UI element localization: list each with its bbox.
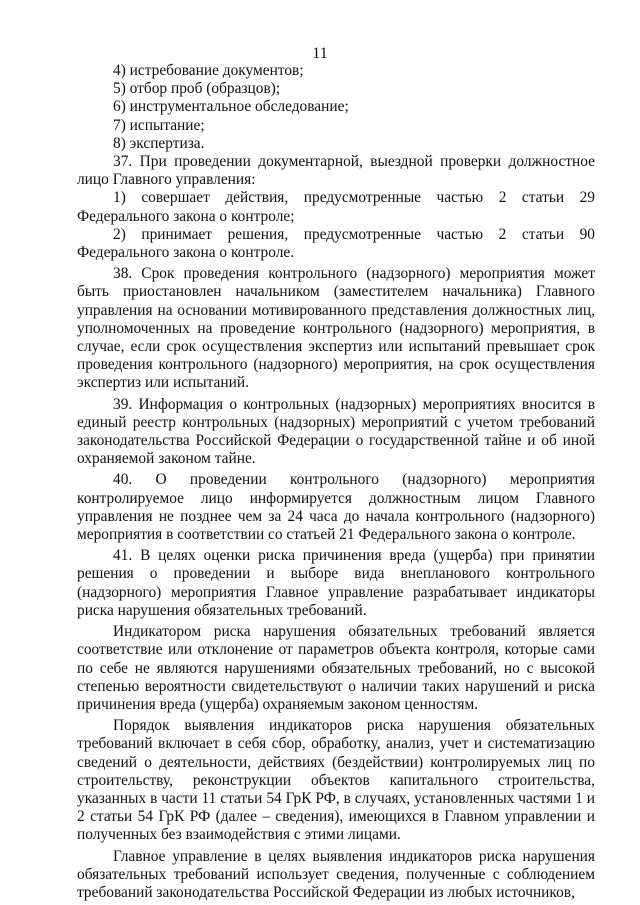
paragraph-information-sources: Главное управление в целях выявления индикаторов риска нарушения обязательных требований использует сведения, полученные с соблюдением требований законодательства Российской Федерации из любых источников, [77,847,595,901]
paragraph-41: 41. В целях оценки риска причинения вреда (ущерба) при принятии решения о проведении и выборе вида внепланового контрольного (надзорного) мероприятия Главное управление разрабатывает индикаторы риска нарушения обязательных требований. [77,547,595,619]
list-item: 6) инструментальное обследование; [113,98,349,116]
list-item: 7) испытание; [113,116,205,134]
list-item: 8) экспертиза. [113,134,205,152]
paragraph-38: 38. Срок проведения контрольного (надзорного) мероприятия может быть приостановлен начальником (заместителем начальника) Главного управления на основании мотивированного представления должностных лиц, уполномоченных на проведение контрольного (надзорного) мероприятия, в случае, если срок осуществления экспертиз или испытаний превышает срок проведения контрольного (надзорного) мероприятия, на срок осуществления экспертиз или испытаний. [77,265,595,392]
paragraph-37-item-1: 1) совершает действия, предусмотренные частью 2 статьи 29 Федерального закона о контроле; [77,189,595,225]
document-body [77,62,595,902]
page-number: 11 [312,45,328,62]
paragraph-37-item-2: 2) принимает решения, предусмотренные частью 2 статьи 90 Федерального закона о контроле. [77,225,595,262]
list-item: 5) отбор проб (образцов); [113,80,281,98]
list-item: 4) истребование документов; [113,62,304,79]
paragraph-39: 39. Информация о контрольных (надзорных) мероприятиях вносится в единый реестр контрольных (надзорных) мероприятий с учетом требований законодательства Российской Федерации о государственной тайне и об иной охраняемой законом тайне. [77,395,595,468]
paragraph-risk-indicator-definition: Индикатором риска нарушения обязательных требований является соответствие или отклонение от параметров объекта контроля, которые сами по себе не являются нарушениями обязательных требований, но с высокой степенью вероятности свидетельствуют о наличии таких нарушений и риска причинения вреда (ущерба) охраняемым законом ценностям. [77,623,595,713]
paragraph-37: 37. При проведении документарной, выездной проверки должностное лицо Главного управления: [77,153,595,189]
paragraph-risk-indicator-procedure: Порядок выявления индикаторов риска нарушения обязательных требований включает в себя сбор, обработку, анализ, учет и систематизацию сведений о деятельности, действиях (бездействии) контролируемых лиц по строительству, реконструкции объектов капитального строительства, указанных в части 11 статьи 54 ГрК РФ, в случаях, установленных частями 1 и 2 статьи 54 ГрК РФ (далее – сведения), имеющихся в Главном управлении и полученных без взаимодействия с этими лицами. [77,717,595,844]
paragraph-40: 40. О проведении контрольного (надзорного) мероприятия контролируемое лицо информируется должностным лицом Главного управления не позднее чем за 24 часа до начала контрольного (надзорного) мероприятия в соответствии со статьей 21 Федерального закона о контроле. [77,471,595,544]
